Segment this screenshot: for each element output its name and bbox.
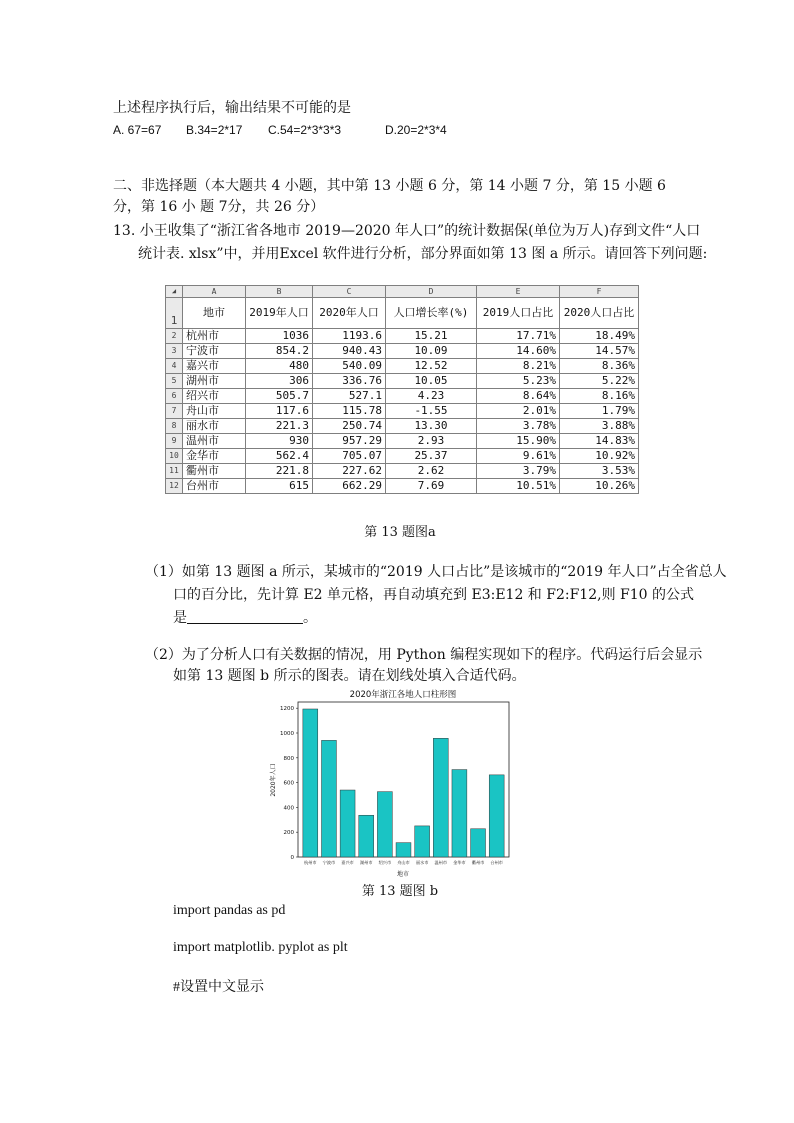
table-cell: 117.6 xyxy=(246,404,313,419)
table-row xyxy=(166,404,639,419)
option-a: A. 67=67 xyxy=(113,123,162,137)
row-number: 6 xyxy=(166,389,183,404)
table-cell: 15.90% xyxy=(477,434,560,449)
table-row xyxy=(166,419,639,434)
row-number: 9 xyxy=(166,434,183,449)
x-tick-label: 金华市 xyxy=(453,860,466,865)
table-cell: 615 xyxy=(246,479,313,494)
header-cell: 人口增长率(%) xyxy=(386,298,477,329)
table-cell: 930 xyxy=(246,434,313,449)
section-title-line1: 二、非选择题（本大题共 4 小题，其中第 13 小题 6 分，第 14 小题 7 分，第 15 小题 6 xyxy=(113,178,666,194)
bar xyxy=(377,792,392,857)
x-tick-label: 温州市 xyxy=(434,860,448,865)
row-number: 3 xyxy=(166,344,183,359)
section-title-line2: 分，第 16 小 题 7分，共 26 分） xyxy=(113,199,325,215)
table-cell: 10.51% xyxy=(477,479,560,494)
table-cell: 227.62 xyxy=(313,464,386,479)
table-row xyxy=(166,374,639,389)
table-cell: 杭州市 xyxy=(183,329,246,344)
row-number: 5 xyxy=(166,374,183,389)
x-tick-label: 绍兴市 xyxy=(378,860,392,865)
table-cell: 2.93 xyxy=(386,434,477,449)
row-number: 4 xyxy=(166,359,183,374)
x-tick-label: 杭州市 xyxy=(304,860,317,865)
table-cell: 13.30 xyxy=(386,419,477,434)
table-cell: 10.05 xyxy=(386,374,477,389)
table-cell: 衢州市 xyxy=(183,464,246,479)
figure-b-caption: 第 13 题图 b xyxy=(361,884,439,899)
row-number: 10 xyxy=(166,449,183,464)
table-cell: 115.78 xyxy=(313,404,386,419)
table-cell: 527.1 xyxy=(313,389,386,404)
table-cell: 540.09 xyxy=(313,359,386,374)
table-row xyxy=(166,389,639,404)
part1-line2: 口的百分比，先计算 E2 单元格，再自动填充到 E3:E12 和 F2:F12,则 F10 的公式 xyxy=(173,587,694,603)
table-cell: 562.4 xyxy=(246,449,313,464)
y-tick-label: 200 xyxy=(283,830,294,837)
table-cell: 3.78% xyxy=(477,419,560,434)
q13-line2: 统计表. xlsx”中，并用Excel 软件进行分析，部分界面如第 13 图 a 所示。请回答下列问题: xyxy=(138,246,708,262)
table-cell: 10.09 xyxy=(386,344,477,359)
table-cell: 18.49% xyxy=(560,329,639,344)
table-cell: 5.23% xyxy=(477,374,560,389)
table-cell: 15.21 xyxy=(386,329,477,344)
column-header: A xyxy=(183,286,246,298)
table-cell: 940.43 xyxy=(313,344,386,359)
table-cell: 2.62 xyxy=(386,464,477,479)
table-cell: 嘉兴市 xyxy=(183,359,246,374)
chart-title: 2020年浙江各地人口柱形图 xyxy=(349,690,457,700)
column-header: F xyxy=(560,286,639,298)
header-cell: 2020年人口 xyxy=(313,298,386,329)
column-header: B xyxy=(246,286,313,298)
table-row xyxy=(166,479,639,494)
bar xyxy=(396,843,411,857)
header-cell: 2019年人口 xyxy=(246,298,313,329)
x-tick-label: 湖州市 xyxy=(359,860,373,865)
table-cell: 2.01% xyxy=(477,404,560,419)
row-number: 2 xyxy=(166,329,183,344)
answer-blank[interactable] xyxy=(187,609,303,624)
header-cell: 地市 xyxy=(183,298,246,329)
q13-line1: 13. 小王收集了“浙江省各地市 2019—2020 年人口”的统计数据保(单位为万人)存到文件“人口 xyxy=(113,223,701,239)
x-tick-label: 台州市 xyxy=(490,860,503,865)
part1-line1: （1）如第 13 题图 a 所示，某城市的“2019 人口占比”是该城市的“2019 年人口”占全省总人 xyxy=(145,564,727,580)
x-tick-label: 嘉兴市 xyxy=(341,860,354,865)
multiple-choice-options xyxy=(113,120,613,140)
table-cell: 12.52 xyxy=(386,359,477,374)
x-tick-label: 舟山市 xyxy=(397,860,410,865)
y-tick-label: 0 xyxy=(290,855,294,861)
table-cell: 480 xyxy=(246,359,313,374)
y-tick-label: 400 xyxy=(283,805,294,812)
question-stem: 上述程序执行后，输出结果不可能的是 xyxy=(113,100,351,116)
table-cell: 14.57% xyxy=(560,344,639,359)
figure-a-caption: 第 13 题图a xyxy=(364,525,436,540)
population-bar-chart xyxy=(263,686,525,882)
table-row xyxy=(166,434,639,449)
table-cell: 14.60% xyxy=(477,344,560,359)
bar xyxy=(489,775,504,857)
table-cell: 7.69 xyxy=(386,479,477,494)
table-cell: 250.74 xyxy=(313,419,386,434)
table-row xyxy=(166,464,639,479)
option-b: B.34=2*17 xyxy=(186,123,243,137)
bar xyxy=(415,826,430,857)
table-cell: 丽水市 xyxy=(183,419,246,434)
chart-ylabel: 2020年人口 xyxy=(270,763,277,797)
table-cell: 3.53% xyxy=(560,464,639,479)
bar xyxy=(322,740,337,857)
part1-line3-post: 。 xyxy=(303,610,317,626)
y-tick-label: 800 xyxy=(283,755,294,762)
code-line-3: #设置中文显示 xyxy=(173,980,264,995)
table-cell: 221.8 xyxy=(246,464,313,479)
x-tick-label: 衢州市 xyxy=(471,860,485,865)
x-tick-label: 丽水市 xyxy=(415,860,429,865)
table-cell: 1.79% xyxy=(560,404,639,419)
y-tick-label: 1000 xyxy=(280,731,294,737)
table-cell: 9.61% xyxy=(477,449,560,464)
bar xyxy=(359,815,374,857)
table-cell: 3.79% xyxy=(477,464,560,479)
row-number: 11 xyxy=(166,464,183,479)
bar xyxy=(303,709,318,857)
part1-line3 xyxy=(173,608,317,628)
column-header: C xyxy=(313,286,386,298)
table-row xyxy=(166,359,639,374)
bar xyxy=(340,790,355,857)
y-tick-label: 600 xyxy=(283,780,294,787)
table-cell: 854.2 xyxy=(246,344,313,359)
table-cell: 绍兴市 xyxy=(183,389,246,404)
part2-line2: 如第 13 题图 b 所示的图表。请在划线处填入合适代码。 xyxy=(173,668,526,684)
table-cell: 1036 xyxy=(246,329,313,344)
table-cell: 10.26% xyxy=(560,479,639,494)
table-cell: 5.22% xyxy=(560,374,639,389)
table-cell: 台州市 xyxy=(183,479,246,494)
row-number: 1 xyxy=(166,298,183,329)
row-number: 12 xyxy=(166,479,183,494)
option-c: C.54=2*3*3*3 xyxy=(268,123,342,137)
table-cell: 8.36% xyxy=(560,359,639,374)
excel-sheet xyxy=(165,285,639,494)
table-cell: 1193.6 xyxy=(313,329,386,344)
table-cell: 4.23 xyxy=(386,389,477,404)
table-cell: 金华市 xyxy=(183,449,246,464)
bar xyxy=(433,738,448,857)
table-cell: 舟山市 xyxy=(183,404,246,419)
row-number: 8 xyxy=(166,419,183,434)
table-cell: 662.29 xyxy=(313,479,386,494)
column-header: D xyxy=(386,286,477,298)
table-cell: 8.64% xyxy=(477,389,560,404)
table-cell: 宁波市 xyxy=(183,344,246,359)
header-cell: 2020人口占比 xyxy=(560,298,639,329)
table-row xyxy=(166,344,639,359)
table-cell: 17.71% xyxy=(477,329,560,344)
table-cell: 温州市 xyxy=(183,434,246,449)
table-cell: 8.16% xyxy=(560,389,639,404)
table-cell: 336.76 xyxy=(313,374,386,389)
table-cell: 306 xyxy=(246,374,313,389)
code-line-1: import pandas as pd xyxy=(173,903,286,918)
column-header: E xyxy=(477,286,560,298)
table-cell: 25.37 xyxy=(386,449,477,464)
table-cell: 3.88% xyxy=(560,419,639,434)
select-all-corner: ◢ xyxy=(166,286,183,298)
table-cell: 10.92% xyxy=(560,449,639,464)
table-cell: 湖州市 xyxy=(183,374,246,389)
table-row xyxy=(166,329,639,344)
part1-line3-pre: 是 xyxy=(173,610,187,626)
table-row xyxy=(166,449,639,464)
header-cell: 2019人口占比 xyxy=(477,298,560,329)
chart-xlabel: 地市 xyxy=(396,871,410,878)
table-cell: 8.21% xyxy=(477,359,560,374)
y-tick-label: 1200 xyxy=(280,706,294,713)
code-line-2: import matplotlib. pyplot as plt xyxy=(173,940,348,955)
option-d: D.20=2*3*4 xyxy=(385,123,447,137)
table-cell: 221.3 xyxy=(246,419,313,434)
table-cell: 14.83% xyxy=(560,434,639,449)
table-cell: 505.7 xyxy=(246,389,313,404)
table-cell: 957.29 xyxy=(313,434,386,449)
bar xyxy=(471,829,486,857)
x-tick-label: 宁波市 xyxy=(322,860,336,865)
table-cell: 705.07 xyxy=(313,449,386,464)
part2-line1: （2）为了分析人口有关数据的情况，用 Python 编程实现如下的程序。代码运行后会显示 xyxy=(145,647,703,663)
table-cell: -1.55 xyxy=(386,404,477,419)
bar xyxy=(452,770,467,857)
row-number: 7 xyxy=(166,404,183,419)
